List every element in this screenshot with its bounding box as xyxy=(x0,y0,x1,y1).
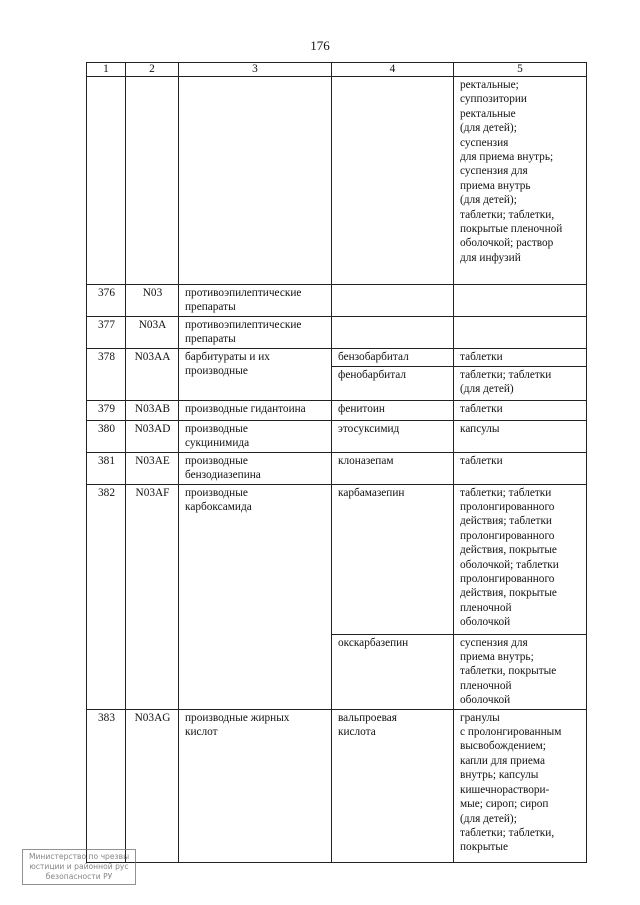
code-cell: N03AE xyxy=(126,452,179,484)
medication-table xyxy=(86,62,587,863)
code-cell: N03A xyxy=(126,317,179,349)
stamp-line: безопасности РУ xyxy=(45,872,113,881)
stamp-line: юстиции и районной рус xyxy=(29,862,129,871)
group-cell: производные бензодиазепина xyxy=(179,452,332,484)
drug-cell xyxy=(332,285,454,317)
column-header: 5 xyxy=(454,63,587,77)
number-cell: 380 xyxy=(87,421,126,453)
column-header: 3 xyxy=(179,63,332,77)
drug-cell: бензобарбитал xyxy=(332,349,454,367)
group-cell: производные сукцинимида xyxy=(179,421,332,453)
table-row xyxy=(87,452,587,484)
table-row xyxy=(87,285,587,317)
forms-cell: таблетки xyxy=(454,401,587,421)
table-row xyxy=(87,421,587,453)
table-row xyxy=(87,349,587,367)
group-cell: производные гидантоина xyxy=(179,401,332,421)
stamp-line: Министерство по чрезвы xyxy=(28,852,130,861)
code-cell: N03AB xyxy=(126,401,179,421)
registration-stamp xyxy=(22,849,136,885)
group-cell xyxy=(179,77,332,285)
drug-cell: фенитоин xyxy=(332,401,454,421)
forms-cell: гранулы с пролонгированным высвобождением; капли для приема внутрь; капсулы кишечнораствори- мые; сироп; сироп (для детей); таблетки; таблетки, покрытые xyxy=(454,709,587,862)
table-row xyxy=(87,709,587,862)
drug-cell xyxy=(332,317,454,349)
column-header: 4 xyxy=(332,63,454,77)
forms-cell xyxy=(454,317,587,349)
group-cell: противоэпилептические препараты xyxy=(179,317,332,349)
table-header-row xyxy=(87,63,587,77)
forms-cell: суспензия для приема внутрь; таблетки, покрытые пленочной оболочкой xyxy=(454,634,587,709)
table-row-continued xyxy=(87,77,587,285)
number-cell: 379 xyxy=(87,401,126,421)
forms-cell: капсулы xyxy=(454,421,587,453)
code-cell: N03AA xyxy=(126,349,179,401)
forms-cell xyxy=(454,285,587,317)
page-number: 176 xyxy=(310,38,330,53)
code-cell: N03AF xyxy=(126,484,179,709)
drug-cell xyxy=(332,77,454,285)
number-cell: 378 xyxy=(87,349,126,401)
drug-cell: этосуксимид xyxy=(332,421,454,453)
group-cell: противоэпилептические препараты xyxy=(179,285,332,317)
drug-cell: окскарбазепин xyxy=(332,634,454,709)
code-cell: N03 xyxy=(126,285,179,317)
number-cell: 377 xyxy=(87,317,126,349)
drug-cell: вальпроевая кислота xyxy=(332,709,454,862)
code-cell xyxy=(126,77,179,285)
forms-cell: таблетки; таблетки (для детей) xyxy=(454,367,587,401)
number-cell: 383 xyxy=(87,709,126,862)
drug-cell: клоназепам xyxy=(332,452,454,484)
table-row xyxy=(87,317,587,349)
drug-cell: фенобарбитал xyxy=(332,367,454,401)
number-cell: 382 xyxy=(87,484,126,709)
drug-cell: карбамазепин xyxy=(332,484,454,634)
column-header: 1 xyxy=(87,63,126,77)
table-row xyxy=(87,484,587,634)
forms-cell: таблетки xyxy=(454,452,587,484)
group-cell: производные жирных кислот xyxy=(179,709,332,862)
forms-cell: ректальные; суппозитории ректальные (для детей); суспензия для приема внутрь; суспензия для приема внутрь (для детей); таблетки; таблетки, покрытые пленочной оболочкой; раствор для инфузий xyxy=(454,77,587,285)
code-cell: N03AD xyxy=(126,421,179,453)
number-cell: 381 xyxy=(87,452,126,484)
code-cell: N03AG xyxy=(126,709,179,862)
group-cell: производные карбоксамида xyxy=(179,484,332,709)
column-header: 2 xyxy=(126,63,179,77)
forms-cell: таблетки xyxy=(454,349,587,367)
group-cell: барбитураты и их производные xyxy=(179,349,332,401)
number-cell: 376 xyxy=(87,285,126,317)
forms-cell: таблетки; таблетки пролонгированного действия; таблетки пролонгированного действия, покрытые оболочкой; таблетки пролонгированного действия, покрытые пленочной оболочкой xyxy=(454,484,587,634)
number-cell xyxy=(87,77,126,285)
table-row xyxy=(87,401,587,421)
